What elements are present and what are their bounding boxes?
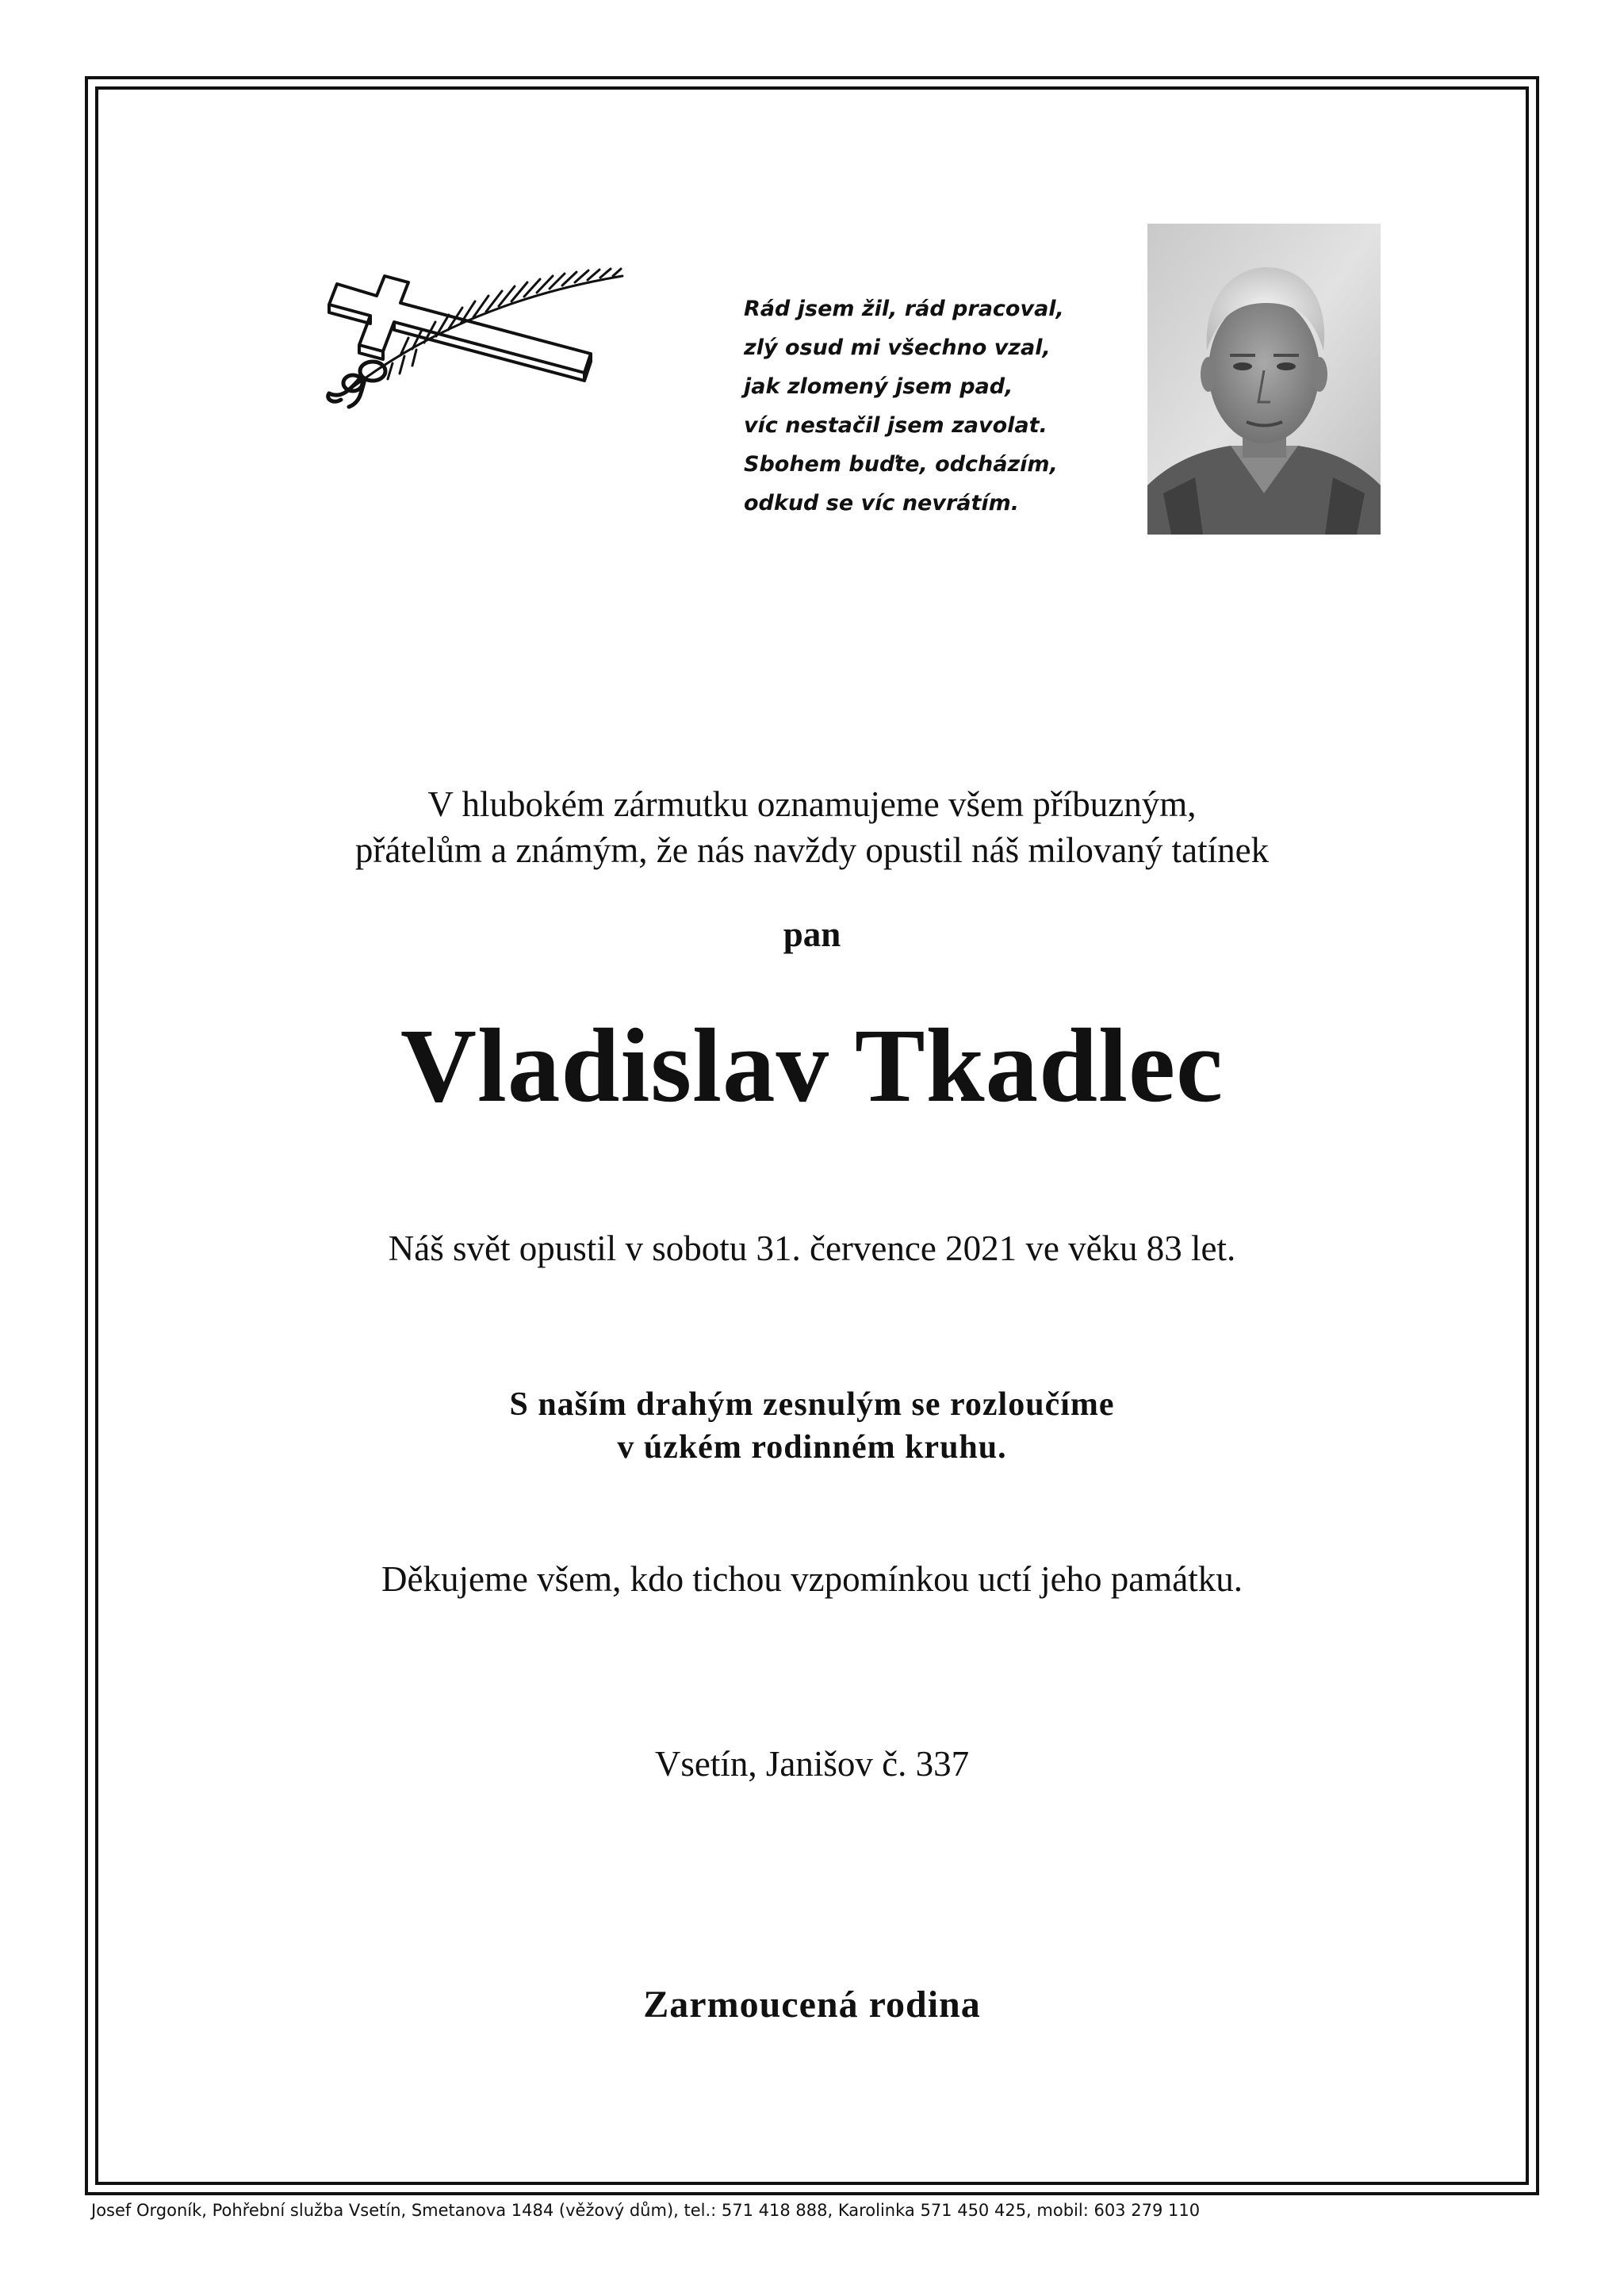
announcement-line: V hlubokém zármutku oznamujeme všem příbuzným, (427, 784, 1197, 824)
poem-line: Sbohem buďte, odcházím, (744, 452, 1058, 477)
farewell-notice (95, 1383, 1529, 1469)
death-info: Náš svět opustil v sobotu 31. července 2021 ve věku 83 let. (388, 1228, 1236, 1268)
funeral-service-footer: Josef Orgoník, Pohřební služba Vsetín, Smetanova 1484 (věžový dům), tel.: 571 418 888, Karolinka 571 450 425, mobil: 603 279 110 (91, 2201, 1201, 2220)
memorial-poem (744, 289, 1064, 523)
portrait-photo (1147, 224, 1381, 535)
signature: Zarmoucená rodina (643, 1984, 981, 2026)
thanks-text: Děkujeme všem, kdo tichou vzpomínkou uctí jeho památku. (381, 1559, 1243, 1599)
announcement-line: přátelům a známým, že nás navždy opustil náš milovaný tatínek (354, 830, 1270, 870)
poem-line: víc nestačil jsem zavolat. (744, 413, 1048, 438)
deceased-name: Vladislav Tkadlec (400, 1006, 1224, 1124)
poem-line: odkud se víc nevrátím. (744, 491, 1020, 516)
poem-line: jak zlomený jsem pad, (744, 374, 1013, 399)
honorific: pan (783, 914, 841, 954)
farewell-line: v úzkém rodinném kruhu. (617, 1429, 1007, 1466)
announcement-text (95, 781, 1529, 873)
cross-with-palm-branch-icon (305, 252, 630, 411)
poem-line: Rád jsem žil, rád pracoval, (744, 297, 1064, 321)
address: Vsetín, Janišov č. 337 (654, 1744, 970, 1784)
poem-line: zlý osud mi všechno vzal, (744, 335, 1051, 360)
farewell-line: S naším drahým zesnulým se rozloučíme (509, 1386, 1115, 1423)
